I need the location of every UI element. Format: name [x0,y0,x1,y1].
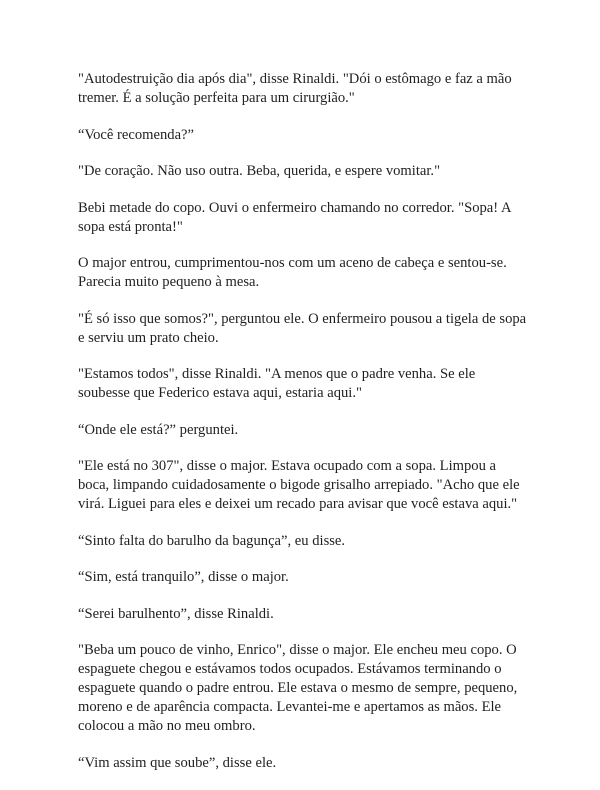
paragraph-3: "De coração. Não uso outra. Beba, querida, e espere vomitar." [78,163,441,179]
paragraph-4: Bebi metade do copo. Ouvi o enfermeiro chamando no corredor. "Sopa! A sopa está pronta!" [78,199,511,235]
paragraph-1: "Autodestruição dia após dia", disse Rinaldi. "Dói o estômago e faz a mão tremer. É a solução perfeita para um cirurgião." [78,71,512,106]
paragraph-11: “Sim, está tranquilo”, disse o major. [78,569,289,585]
paragraph-12: “Serei barulhento”, disse Rinaldi. [78,605,274,622]
paragraph-14: “Vim assim que soube”, disse ele. [78,754,277,771]
paragraph-7: "Estamos todos", disse Rinaldi. "A menos que o padre venha. Se ele soubesse que Federico estava aqui, estaria aqui." [78,366,476,401]
document-page [78,70,528,790]
paragraph-13: "Beba um pouco de vinho, Enrico", disse o major. Ele encheu meu copo. O espaguete chegou e estávamos todos ocupados. Estávamos terminando o espaguete quando o padre entrou. Ele estava o mesmo de sempre, pequeno, moreno e de aparência compacta. Levantei-me e apertamos as mãos. Ele colocou a mão no meu ombro. [78,642,518,734]
paragraph-10: “Sinto falta do barulho da bagunça”, eu disse. [78,532,346,549]
paragraph-2: “Você recomenda?” [78,126,195,143]
paragraph-6: "É só isso que somos?", perguntou ele. O enfermeiro pousou a tigela de sopa e serviu um prato cheio. [78,310,527,346]
paragraph-9: "Ele está no 307", disse o major. Estava ocupado com a sopa. Limpou a boca, limpando cuidadosamente o bigode grisalho arrepiado. "Acho que ele virá. Liguei para eles e deixei um recado para avisar que você estava aqui." [78,458,520,512]
paragraph-5: O major entrou, cumprimentou-nos com um aceno de cabeça e sentou-se. Parecia muito pequeno à mesa. [78,255,507,290]
paragraph-8: “Onde ele está?” perguntei. [78,421,239,438]
